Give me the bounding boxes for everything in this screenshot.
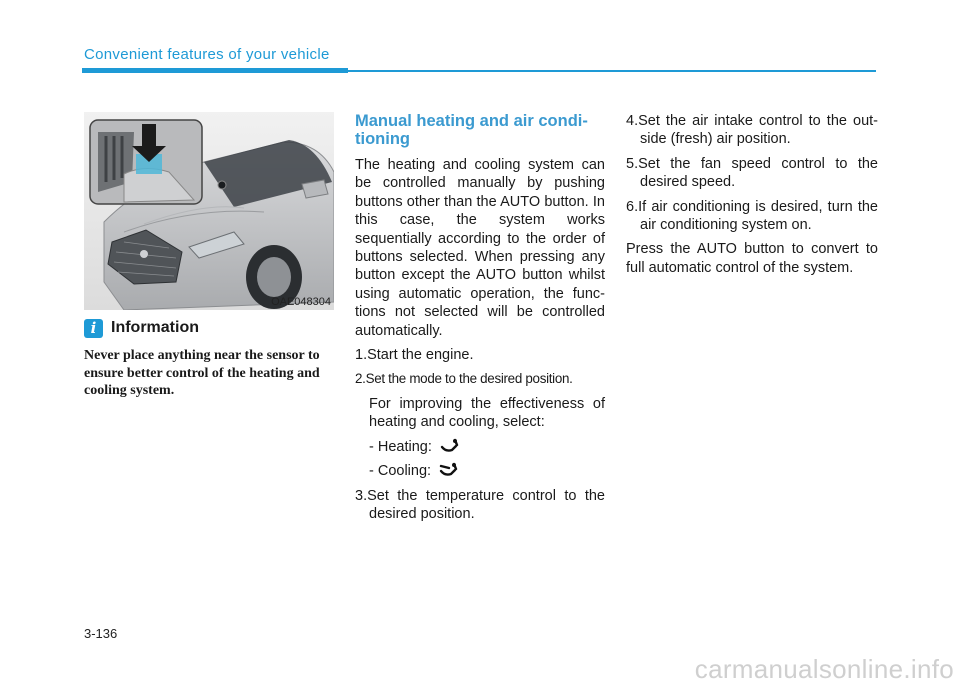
figure-code: OAE048304 (271, 296, 331, 308)
step-2-detail: For improving the effectiveness of heating and cooling, select: (369, 395, 605, 431)
heating-mode-line (355, 438, 605, 456)
closing-paragraph: Press the AUTO button to convert to full automatic control of the system. (626, 241, 878, 276)
car-sensor-figure (84, 112, 334, 310)
info-text: Never place anything near the sensor to ensure better control of the heating and cooling system. (84, 348, 320, 398)
page-number: 3-136 (84, 626, 118, 641)
face-cooling-mode-icon (439, 462, 459, 478)
info-icon: i (84, 319, 103, 338)
step-2: 2.Set the mode to the desired position. (355, 371, 573, 387)
floor-heating-mode-icon (440, 438, 460, 454)
car-illustration (84, 112, 334, 310)
step-3: 3.Set the temperature control to the desired position. (355, 487, 605, 522)
header-rule-thick (82, 68, 348, 73)
content-column-middle (355, 112, 605, 529)
step-6: 6.If air conditioning is desired, turn the air conditioning system on. (626, 198, 878, 234)
heating-label: - Heating: (369, 438, 432, 455)
header-rule-thin (348, 70, 876, 72)
cooling-label: - Cooling: (369, 463, 432, 480)
section-title: Manual heating and air condi-tioning (355, 112, 588, 148)
cooling-mode-line (355, 462, 605, 480)
section-header-title: Convenient features of your vehicle (84, 46, 330, 63)
content-column-right (626, 112, 878, 279)
watermark-text: carmanualsonline.info (694, 654, 954, 684)
step-5: 5.Set the fan speed control to the desired speed. (626, 155, 878, 191)
info-heading: Information (111, 319, 199, 336)
step-1: 1.Start the engine. (355, 347, 474, 364)
intro-paragraph: The heating and cooling system can be controlled manually by pushing buttons other than the AUTO button. In this case, the system works sequentially according to the order of buttons selected. When pressing any button except the AUTO button whilst using automatic operation, the func-tions not selected will be controlled automatically. (355, 157, 605, 339)
step-4: 4.Set the air intake control to the out-side (fresh) air position. (626, 113, 878, 148)
